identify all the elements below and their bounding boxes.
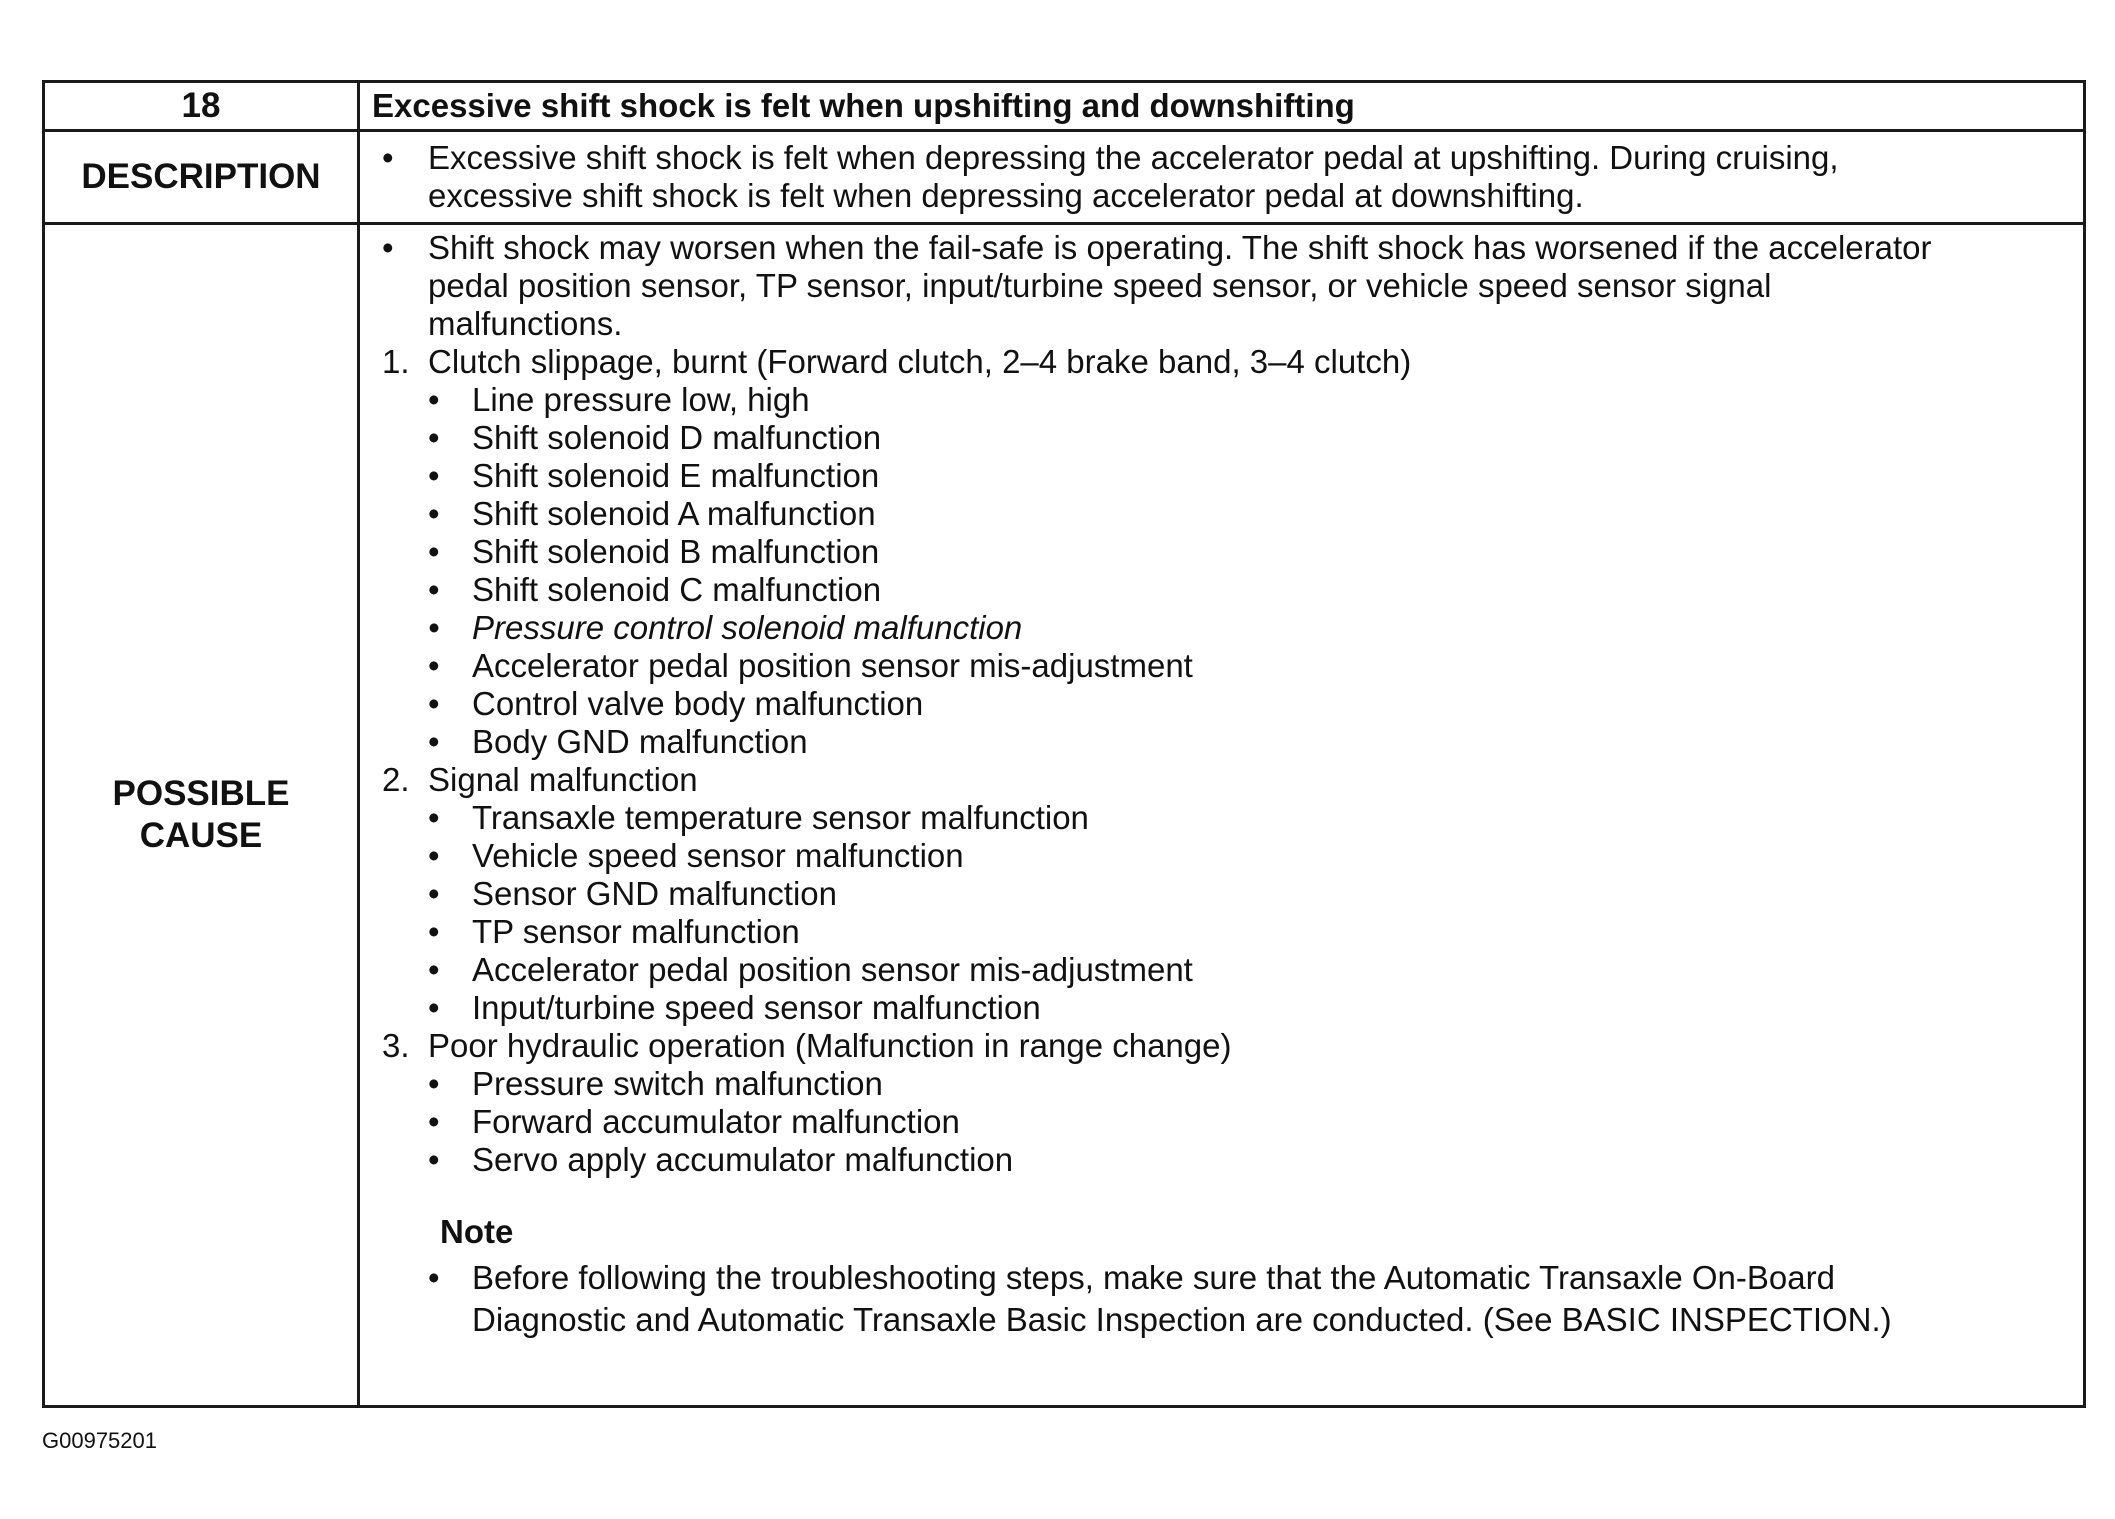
bullet-icon: • [428,571,440,608]
intro-line: malfunctions. [428,305,623,342]
bullet-icon: • [428,457,440,494]
list-item: • Servo apply accumulator malfunction [428,1141,1014,1178]
cause-group-title: 1. Clutch slippage, burnt (Forward clutch, 2–4 brake band, 3–4 clutch) [382,343,1412,380]
description-row [45,132,2083,225]
description-content [360,132,2083,222]
table-header-row [45,83,2083,132]
list-item: • Line pressure low, high [428,381,810,418]
bullet-icon: • [428,419,440,456]
possible-cause-label: POSSIBLE CAUSE [45,225,360,1405]
bullet-icon: • [382,229,394,266]
list-item: • Accelerator pedal position sensor mis-adjustment [428,951,1193,988]
bullet-icon: • [428,1259,440,1296]
intro-line: pedal position sensor, TP sensor, input/turbine speed sensor, or vehicle speed sensor signal [428,267,1772,304]
intro-line: • Shift shock may worsen when the fail-safe is operating. The shift shock has worsened if the accelerator [382,229,1932,266]
list-item: • Shift solenoid D malfunction [428,419,882,456]
bullet-icon: • [382,139,394,176]
bullet-icon: • [428,913,440,950]
list-item: • Pressure control solenoid malfunction [428,609,1023,646]
bullet-icon: • [428,1103,440,1140]
list-item: • Shift solenoid E malfunction [428,457,880,494]
list-item: • Shift solenoid B malfunction [428,533,880,570]
list-item: • Shift solenoid A malfunction [428,495,876,532]
list-item: • Forward accumulator malfunction [428,1103,960,1140]
figure-id: G00975201 [42,1428,157,1453]
bullet-icon: • [428,1141,440,1178]
list-item: • Vehicle speed sensor malfunction [428,837,964,874]
list-item: • Body GND malfunction [428,723,808,760]
description-label: DESCRIPTION [45,132,360,222]
bullet-icon: • [428,1065,440,1102]
note-title: Note [440,1213,514,1250]
list-item: • Shift solenoid C malfunction [428,571,882,608]
trouble-title: Excessive shift shock is felt when upshifting and downshifting [372,87,1355,124]
list-item: • Pressure switch malfunction [428,1065,883,1102]
cause-group-title: 3. Poor hydraulic operation (Malfunction in range change) [382,1027,1232,1064]
bullet-icon: • [428,381,440,418]
list-item: • Accelerator pedal position sensor mis-adjustment [428,647,1193,684]
bullet-icon: • [428,533,440,570]
description-line: excessive shift shock is felt when depressing accelerator pedal at downshifting. [428,177,1584,214]
description-line: • Excessive shift shock is felt when depressing the accelerator pedal at upshifting. During cruising, [382,139,1839,176]
possible-cause-content [360,225,2083,1405]
list-item: • TP sensor malfunction [428,913,800,950]
possible-cause-row [45,225,2083,1405]
list-item: • Input/turbine speed sensor malfunction [428,989,1041,1026]
note-line: • Before following the troubleshooting steps, make sure that the Automatic Transaxle On-Board [360,1257,2083,1299]
bullet-icon: • [428,799,440,836]
bullet-icon: • [428,989,440,1026]
bullet-icon: • [428,685,440,722]
bullet-icon: • [428,647,440,684]
trouble-number: 18 [45,83,360,129]
bullet-icon: • [428,837,440,874]
list-item: • Sensor GND malfunction [428,875,837,912]
list-item: • Control valve body malfunction [428,685,924,722]
bullet-icon: • [428,609,440,646]
troubleshooting-table [42,80,2086,1408]
bullet-icon: • [428,723,440,760]
bullet-icon: • [428,495,440,532]
list-item: • Transaxle temperature sensor malfunction [428,799,1089,836]
bullet-icon: • [428,951,440,988]
note-line: Diagnostic and Automatic Transaxle Basic Inspection are conducted. (See BASIC INSPECTION.) [472,1301,1892,1338]
bullet-icon: • [428,875,440,912]
cause-group-title: 2. Signal malfunction [382,761,698,798]
